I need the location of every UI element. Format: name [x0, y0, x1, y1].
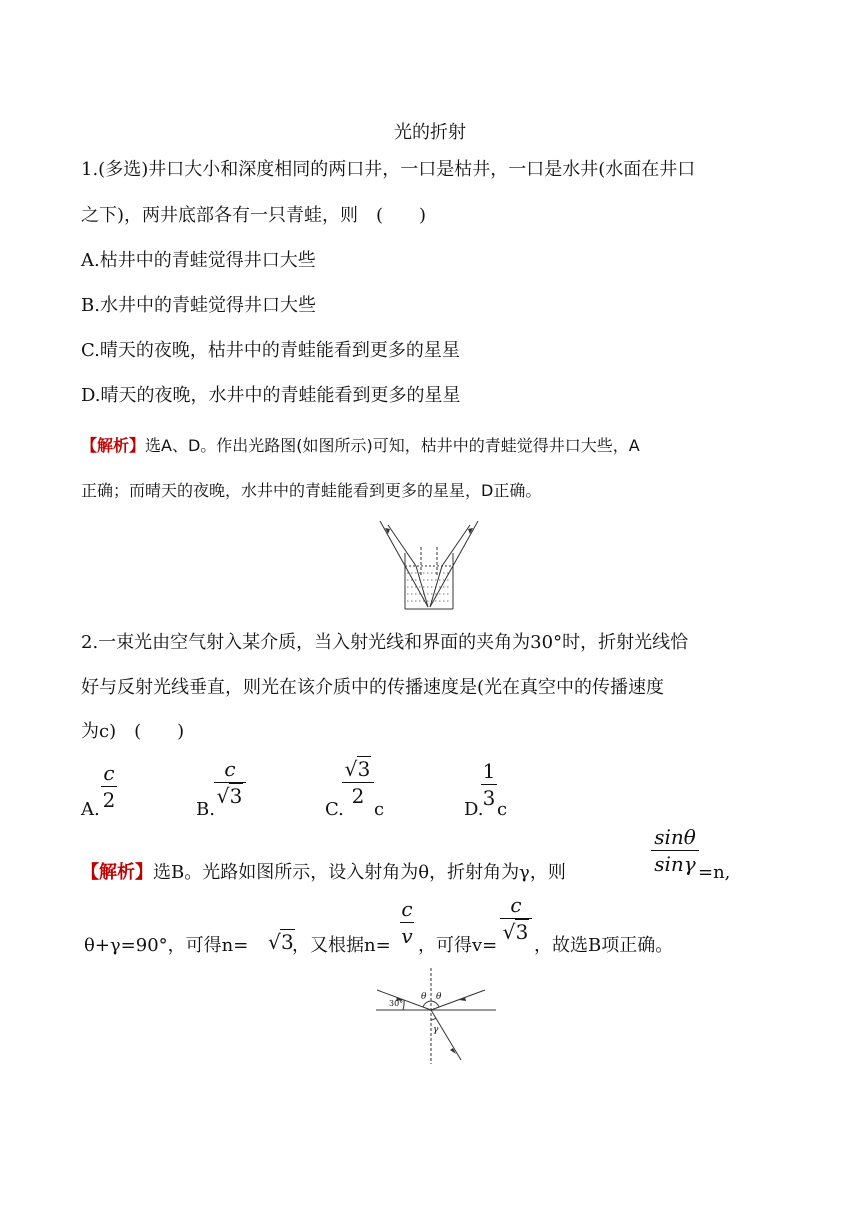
- q2-analysis-line1: [81, 864, 566, 882]
- q2-analysis-line2d: ，故选B项正确。: [534, 935, 674, 956]
- fraction-denominator: 3: [482, 786, 496, 810]
- q2-option-b-label: B.: [196, 799, 215, 820]
- sqrt-sign-icon: √: [216, 784, 230, 808]
- q1-analysis-line2: 正确；而晴天的夜晚，水井中的青蛙能看到更多的星星，D正确。: [81, 481, 542, 500]
- fraction-numerator: sinθ: [654, 825, 696, 849]
- fraction-denominator: 2: [102, 788, 116, 812]
- wells-light-path-figure: [376, 517, 482, 613]
- q2-option-b-fraction: [214, 758, 246, 807]
- sqrt-radicand: 3: [357, 757, 371, 781]
- sqrt-radicand: 3: [281, 930, 294, 954]
- angle-30-label: 30°: [389, 999, 404, 1008]
- q1-option-d: D.晴天的夜晚，水井中的青蛙能看到更多的星星: [81, 385, 461, 406]
- q1-stem-line1: 1.(多选)井口大小和深度相同的两口井，一口是枯井，一口是水井(水面在井口: [81, 159, 696, 180]
- fraction-denominator: sinγ: [654, 852, 696, 876]
- fraction-numerator: 1: [482, 759, 496, 783]
- page-title: 光的折射: [394, 122, 466, 143]
- sqrt-sign-icon: √: [502, 920, 516, 944]
- sqrt-radicand: 3: [515, 920, 529, 944]
- q2-c-over-sqrt3-fraction: [500, 894, 532, 943]
- q2-option-c-tail: c: [374, 799, 385, 820]
- fraction-numerator: c: [103, 761, 115, 785]
- q2-option-c-label: C.: [325, 799, 344, 820]
- q1-analysis-line1: [81, 433, 640, 456]
- q2-analysis-line2b: ，又根据n=: [292, 935, 391, 956]
- sqrt-radicand: 3: [229, 784, 243, 808]
- q2-analysis-line2a: θ+γ=90°，可得n=: [84, 935, 249, 956]
- theta-label-left: θ: [421, 992, 427, 1002]
- q2-sqrt3: [268, 930, 295, 954]
- sqrt-sign-icon: √: [268, 930, 281, 954]
- q2-option-a-label: A.: [81, 799, 100, 820]
- fraction-denominator: 2: [351, 784, 365, 808]
- q1-option-b: B.水井中的青蛙觉得井口大些: [81, 295, 316, 316]
- q2-stem-line1: 2.一束光由空气射入某介质，当入射光线和界面的夹角为30°时，折射光线恰: [81, 632, 689, 653]
- refraction-figure: [373, 966, 499, 1066]
- q1-option-a: A.枯井中的青蛙觉得井口大些: [81, 250, 316, 271]
- q1-option-c: C.晴天的夜晚，枯井中的青蛙能看到更多的星星: [81, 340, 460, 361]
- analysis-tag: 【解析】: [81, 862, 153, 883]
- sqrt-sign-icon: √: [344, 757, 358, 781]
- q2-option-c-fraction: [342, 758, 374, 807]
- q2-c-over-v-fraction: [400, 898, 414, 947]
- theta-label-right: θ: [436, 992, 442, 1002]
- fraction-numerator: c: [510, 893, 522, 917]
- q1-stem-line2: 之下)，两井底部各有一只青蛙，则 ( ): [81, 205, 427, 226]
- q2-analysis-line2c: ，可得v=: [418, 935, 498, 956]
- q2-stem-line2: 好与反射光线垂直，则光在该介质中的传播速度是(光在真空中的传播速度: [81, 677, 665, 698]
- q2-option-d-fraction: [481, 760, 497, 809]
- q2-option-d-tail: c: [497, 799, 508, 820]
- fraction-numerator: c: [224, 757, 236, 781]
- q2-option-d-label: D.: [464, 799, 484, 820]
- fraction-numerator: c: [401, 897, 413, 921]
- q2-equals-n: =n,: [698, 862, 731, 883]
- q2-sin-ratio-fraction: [651, 826, 699, 875]
- analysis-tag: 【解析】: [81, 436, 146, 455]
- q2-option-a-fraction: [101, 762, 117, 811]
- q2-stem-line3: 为c) ( ): [81, 721, 185, 742]
- fraction-denominator: v: [401, 924, 413, 948]
- gamma-label: γ: [433, 1025, 439, 1035]
- analysis-text: 选A、D。作出光路图(如图所示)可知，枯井中的青蛙觉得井口大些，A: [145, 436, 640, 455]
- analysis-text: 选B。光路如图所示，设入射角为θ，折射角为γ，则: [153, 862, 566, 883]
